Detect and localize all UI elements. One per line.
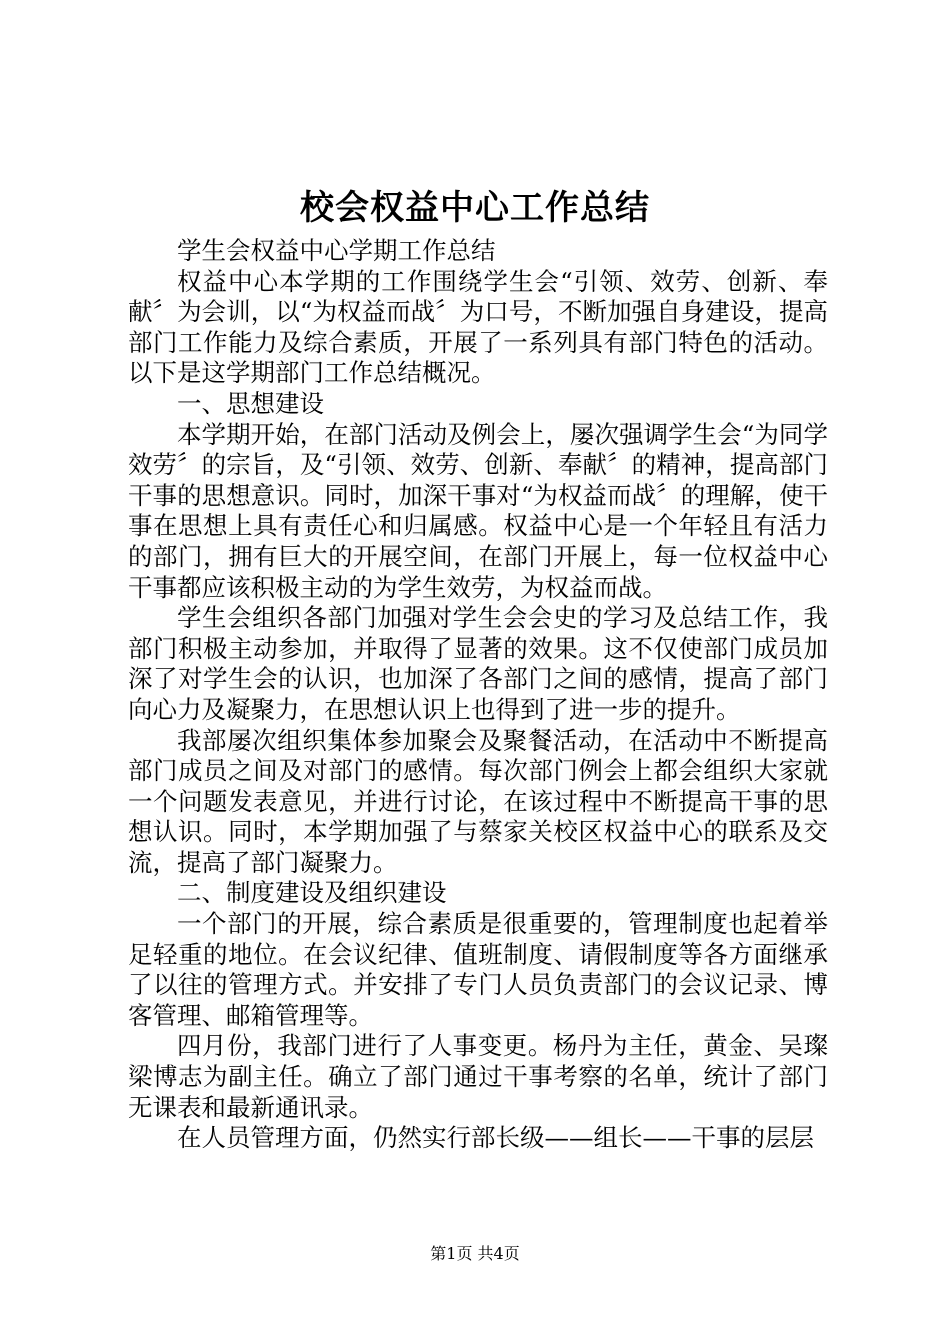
section-heading-1: 一、思想建设 [177, 388, 324, 418]
paragraph: 在人员管理方面，仍然实行部长级——组长——干事的层层 [177, 1123, 814, 1153]
document-body [128, 236, 828, 1154]
paragraph-intro: 权益中心本学期的工作围绕学生会“引领、效劳、创新、奉献〞为会训，以“为权益而战〞为口号，不断加强自身建设，提高部门工作能力及综合素质，开展了一系列具有部门特色的活动。以下是这学期部门工作总结概况。 [128, 266, 828, 388]
document-title: 校会权益中心工作总结 [300, 188, 650, 228]
section-heading-2: 二、制度建设及组织建设 [177, 878, 447, 908]
page-footer: 第1页 共4页 [430, 1244, 520, 1263]
paragraph: 一个部门的开展，综合素质是很重要的，管理制度也起着举足轻重的地位。在会议纪律、值班制度、请假制度等各方面继承了以往的管理方式。并安排了专门人员负责部门的会议记录、博客管理、邮箱管理等。 [128, 909, 828, 1030]
paragraph: 我部屡次组织集体参加聚会及聚餐活动，在活动中不断提高部门成员之间及对部门的感情。每次部门例会上都会组织大家就一个问题发表意见，并进行讨论，在该过程中不断提高干事的思想认识。同时，本学期加强了与蔡家关校区权益中心的联系及交流，提高了部门凝聚力。 [128, 725, 828, 877]
paragraph: 四月份，我部门进行了人事变更。杨丹为主任，黄金、吴璨梁博志为副主任。确立了部门通过干事考察的名单，统计了部门无课表和最新通讯录。 [128, 1031, 828, 1122]
paragraph: 本学期开始，在部门活动及例会上，屡次强调学生会“为同学效劳〞的宗旨，及“引领、效劳、创新、奉献〞的精神，提高部门干事的思想意识。同时，加深干事对“为权益而战〞的理解，使干事在思想上具有责任心和归属感。权益中心是一个年轻且有活力的部门，拥有巨大的开展空间，在部门开展上，每一位权益中心干事都应该积极主动的为学生效劳，为权益而战。 [128, 419, 828, 602]
paragraph-subtitle: 学生会权益中心学期工作总结 [177, 236, 496, 265]
paragraph: 学生会组织各部门加强对学生会会史的学习及总结工作，我部门积极主动参加，并取得了显著的效果。这不仅使部门成员加深了对学生会的认识，也加深了各部门之间的感情，提高了部门向心力及凝聚力，在思想认识上也得到了进一步的提升。 [128, 603, 828, 724]
